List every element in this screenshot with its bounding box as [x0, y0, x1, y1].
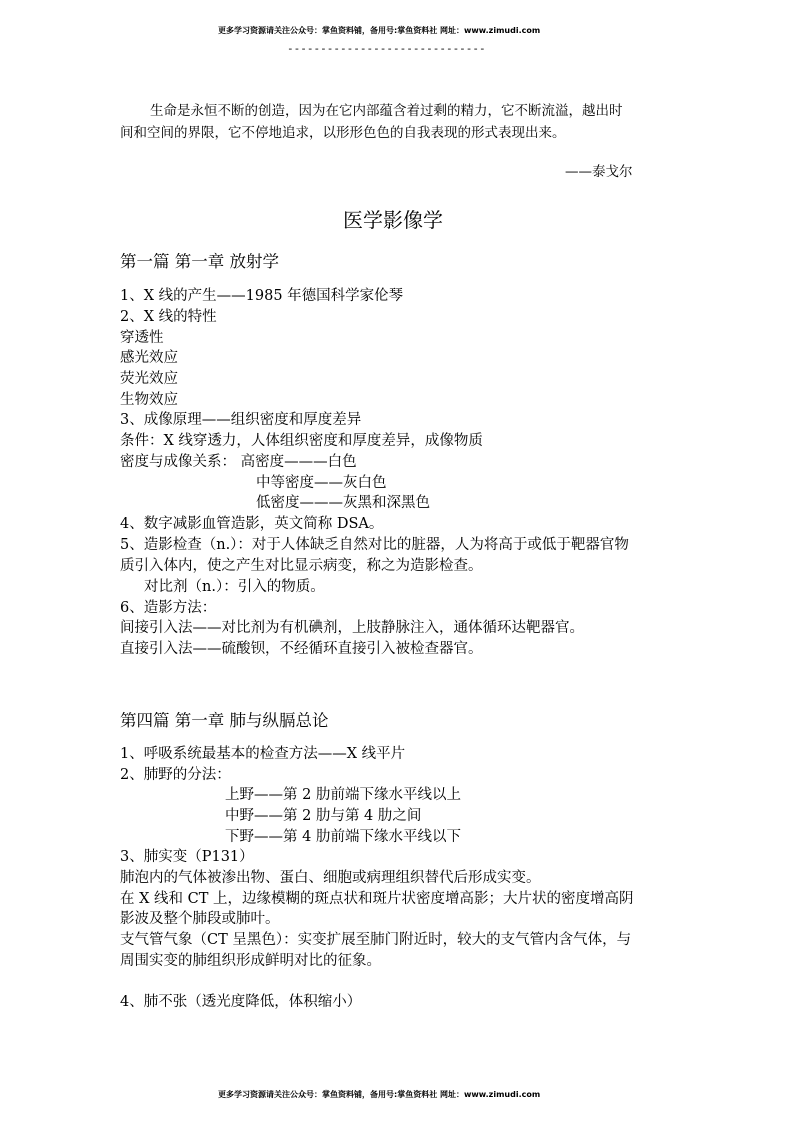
text-line: 4、数字减影血管造影，英文简称 DSA。: [120, 516, 384, 532]
text-line: 生物效应: [120, 392, 178, 408]
text-line: 1、X 线的产生——1985 年德国科学家伦琴: [120, 288, 404, 304]
text-line: 4、肺不张（透光度降低，体积缩小）: [120, 994, 362, 1010]
text-line: 2、X 线的特性: [120, 309, 217, 325]
text-line: 间接引入法——对比剂为有机碘剂，上肢静脉注入，通体循环达靶器官。: [120, 620, 584, 636]
footer-text: 更多学习资源请关注公众号：掌鱼资料铺，备用号:掌鱼资料社 网址：www.zimudi.com: [218, 1090, 541, 1099]
text-line: 中等密度——灰白色: [256, 475, 387, 491]
text-line: 对比剂（n.）：引入的物质。: [144, 579, 325, 595]
text-line: 中野——第 2 肋与第 4 肋之间: [225, 808, 422, 824]
text-line: 影波及整个肺段或肺叶。: [120, 911, 280, 927]
text-line: 1、呼吸系统最基本的检查方法——X 线平片: [120, 746, 406, 762]
quote-attribution: ——泰戈尔: [565, 164, 633, 180]
text-line: 条件：X 线穿透力，人体组织密度和厚度差异，成像物质: [120, 433, 483, 449]
text-line: 3、成像原理——组织密度和厚度差异: [120, 412, 362, 428]
text-line: 周围实变的肺组织形成鲜明对比的征象。: [120, 953, 381, 969]
text-line: 在 X 线和 CT 上，边缘模糊的斑点状和斑片状密度增高影；大片状的密度增高阴: [120, 891, 634, 907]
text-line: 2、肺野的分法：: [120, 767, 231, 783]
text-line: 5、造影检查（n.）：对于人体缺乏自然对比的脏器，人为将高于或低于靶器官物: [120, 537, 629, 553]
text-line: 支气管气象（CT 呈黑色）：实变扩展至肺门附近时，较大的支气管内含气体，与: [120, 932, 632, 948]
quote-line-1: 生命是永恒不断的创造，因为在它内部蕴含着过剩的精力，它不断流溢，越出时: [150, 103, 623, 119]
text-line: 直接引入法——硫酸钡，不经循环直接引入被检查器官。: [120, 641, 483, 657]
text-line: 质引入体内，使之产生对比显示病变，称之为造影检查。: [120, 558, 483, 574]
section-heading: 第一篇 第一章 放射学: [120, 252, 279, 271]
header-divider: ------------------------------: [287, 42, 486, 55]
header-text: 更多学习资源请关注公众号：掌鱼资料铺，备用号:掌鱼资料社 网址：www.zimudi.com: [218, 26, 541, 35]
text-line: 3、肺实变（P131）: [120, 849, 254, 865]
text-line: 低密度———灰黑和深黑色: [256, 495, 430, 511]
quote-line-2: 间和空间的界限，它不停地追求，以形形色色的自我表现的形式表现出来。: [120, 125, 566, 141]
text-line: 荧光效应: [120, 371, 178, 387]
text-line: 6、造影方法：: [120, 600, 217, 616]
text-line: 肺泡内的气体被渗出物、蛋白、细胞或病理组织替代后形成实变。: [120, 870, 541, 886]
document-title: 医学影像学: [343, 208, 443, 232]
text-line: 穿透性: [120, 330, 164, 346]
text-line: 下野——第 4 肋前端下缘水平线以下: [225, 829, 461, 845]
text-line: 感光效应: [120, 350, 178, 366]
section-heading: 第四篇 第一章 肺与纵膈总论: [120, 711, 329, 730]
text-line: 上野——第 2 肋前端下缘水平线以上: [225, 787, 461, 803]
text-line: 密度与成像关系： 高密度———白色: [120, 454, 357, 470]
